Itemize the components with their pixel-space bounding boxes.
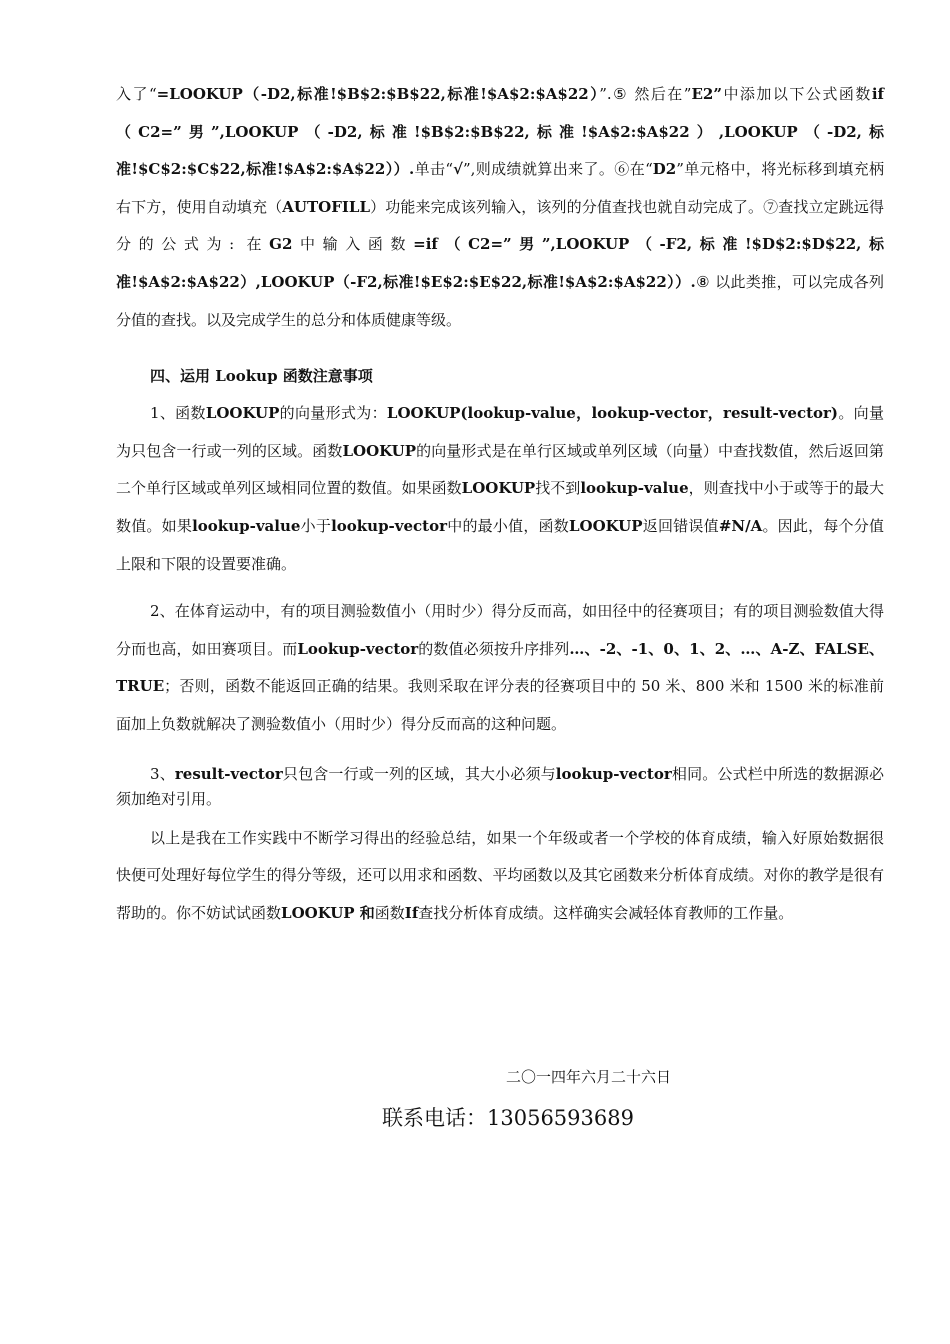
checkmark-symbol: √ (453, 160, 463, 179)
keyword: AUTOFILL (282, 197, 371, 216)
note-item-3: 3、result-vector只包含一行或一列的区域，其大小必须与lookup-vector相同。公式栏中所选的数据源必须加绝对引用。 (116, 764, 884, 808)
closing-paragraph: 以上是我在工作实践中不断学习得出的经验总结，如果一个年级或者一个学校的体育成绩，输入好原始数据很快便可处理好每位学生的得分等级，还可以用求和函数、平均函数以及其它函数来分析体育成绩。对你的教学是很有帮助的。你不妨试试函数LOOKUP 和函数If查找分析体育成绩。这样确实会减轻体育教师的工作量。 (116, 828, 884, 922)
note-item-1: 1、函数LOOKUP的向量形式为：LOOKUP(lookup-value，lookup-vector，result-vector)。向量为只包含一行或一列的区域。函数LOOKUP的向量形式是在单行区域或单列区域（向量）中查找数值，然后返回第二个单行区域或单列区域相同位置的数值。如果函数LOOKUP找不到lookup-value，则查找中小于或等于的最大数值。如果lookup-value小于lookup-vector中的最小值，函数LOOKUP返回错误值#N/A。因此，每个分值上限和下限的设置要准确。 (116, 404, 884, 573)
formula: =LOOKUP（-D2,标准!$B$2:$B$22,标准!$A$2:$A$22） (156, 85, 600, 103)
note-item-2: 2、在体育运动中，有的项目测验数值小（用时少）得分反而高，如田径中的径赛项目；有的项目测验数值大得分而也高，如田赛项目。而Lookup-vector的数值必须按升序排列…、-2、-1、0、1、2、…、A-Z、FALSE、TRUE；否则，函数不能返回正确的结果。我则采取在评分表的径赛项目中的 50 米、800 米和 1500 米的标准前面加上负数就解决了测验数值小（用时少）得分反而高的这种问题。 (116, 602, 884, 733)
contact-phone: 联系电话：13056593689 (382, 1106, 634, 1130)
section-heading: 四、运用 Lookup 函数注意事项 (150, 367, 373, 386)
paragraph-continuation: 入了“=LOOKUP（-D2,标准!$B$2:$B$22,标准!$A$2:$A$22）”.⑤ 然后在”E2”中添加以下公式函数if（C2=”男”,LOOKUP（-D2,标准!$B$2:$B$22,标准!$A$2:$A$22）,LOOKUP（-D2,标准!$C$2:$C$22,标准!$A$2:$A$22））.单击“√”,则成绩就算出来了。⑥在“D2”单元格中，将光标移到填充柄右下方，使用自动填充（AUTOFILL）功能来完成该列输入，该列的分值查找也就自动完成了。⑦查找立定跳远得分的公式为: 在G2中输入函数=if（C2=”男”,LOOKUP（-F2,标准!$D$2:$D$22,标准!$A$2:$A$22）,LOOKUP（-F2,标准!$E$2:$E$22,标准!$A$2:$A$22））.⑧ 以此类推，可以完成各列分值的查找。以及完成学生的总分和体质健康等级。 (116, 85, 885, 329)
cell-ref: D2 (652, 160, 677, 179)
formula: =if（C2=”男”,LOOKUP（-F2,标准!$D$2:$D$22,标准!$A$2:$A$22）,LOOKUP（-F2,标准!$E$2:$E$22,标准!$A$2:$A$22））. (116, 235, 884, 291)
cell-ref: G2 (269, 235, 293, 254)
document-date: 二〇一四年六月二十六日 (506, 1068, 672, 1086)
formula: if（C2=”男”,LOOKUP（-D2,标准!$B$2:$B$22,标准!$A$2:$A$22）,LOOKUP（-D2,标准!$C$2:$C$22,标准!$A$2:$A$22））. (116, 85, 884, 179)
cell-ref: E2” (691, 85, 722, 103)
document-body (116, 76, 884, 932)
